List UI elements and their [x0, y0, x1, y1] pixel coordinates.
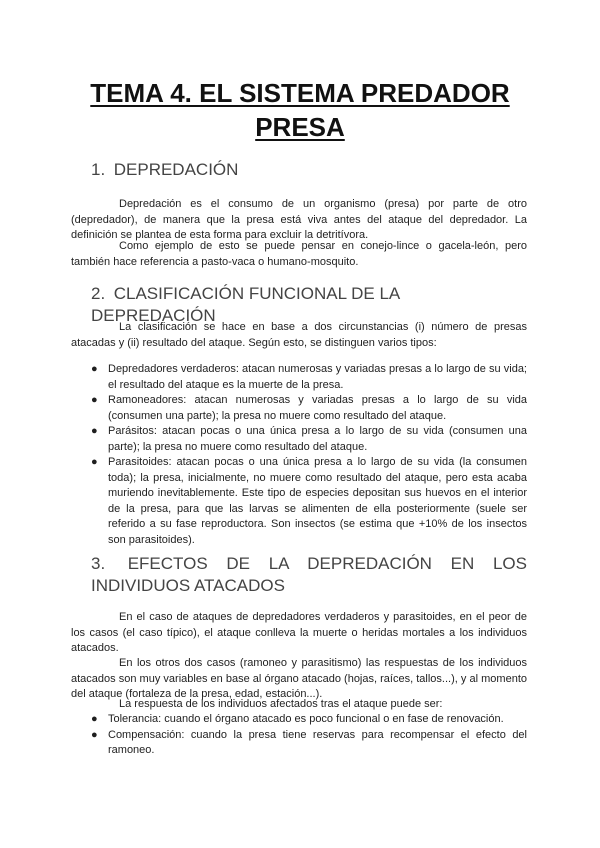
section-1-paragraph-2: Como ejemplo de esto se puede pensar en conejo-lince o gacela-león, pero también hace referencia a pasto-vaca o humano-mosquito. [71, 240, 527, 268]
list-item-text: Parásitos: atacan pocas o una única presa a lo largo de su vida (consumen una parte); la presa no muere como resultado del ataque. [108, 425, 527, 453]
list-item [91, 712, 527, 728]
list-item [91, 362, 527, 393]
section-1-paragraph-1: Depredación es el consumo de un organismo (presa) por parte de otro (depredador), de manera que la presa está viva antes del ataque del depredador. La definición se plantea de esta forma para excluir la detritívora. [71, 198, 527, 241]
section-3-paragraph-2: En los otros dos casos (ramoneo y parasitismo) las respuestas de los individuos atacados son muy variables en base al órgano atacado (hojas, raíces, tallos...), y al momento del ataque (fortaleza de la presa, edad, estación...). [71, 657, 527, 700]
section-3-number: 3. [91, 554, 106, 573]
section-3-paragraph-1: En el caso de ataques de depredadores verdaderos y parasitoides, en el peor de los casos (el caso típico), el ataque conlleva la muerte o heridas mortales a los individuos atacados. [71, 611, 527, 654]
list-item-text: Ramoneadores: atacan numerosas y variadas presas a lo largo de su vida (consumen una parte); la presa no muere como resultado del ataque. [108, 394, 527, 422]
list-item-text: Compensación: cuando la presa tiene reservas para recompensar el efecto del ramoneo. [108, 728, 527, 756]
bullet-icon: ● [91, 363, 98, 375]
list-item [91, 393, 527, 424]
bullet-icon: ● [91, 728, 98, 741]
section-2-title: CLASIFICACIÓN FUNCIONAL DE LA DEPREDACIÓN [91, 284, 400, 325]
list-item-text: Parasitoides: atacan pocas o una única presa a lo largo de su vida (la consumen toda); la presa, inicialmente, no muere como resultado del ataque, pero esta acaba muriendo inevitablemente. Este tipo de especies depositan sus huevos en el interior de la presa, para que las larvas se alimenten de ella posteriormente (suele ser referido a su fase reproductora. Son insectos (se estima que +10% de los insectos son parasitoides). [108, 456, 527, 546]
page-title [60, 76, 540, 144]
list-item-text: Depredadores verdaderos: atacan numerosas y variadas presas a lo largo de su vida; el resultado del ataque es la muerte de la presa. [108, 363, 527, 391]
section-1-title: DEPREDACIÓN [113, 160, 239, 179]
title-line-2: PRESA [255, 112, 345, 142]
list-item [91, 728, 527, 759]
section-3-paragraph-3: La respuesta de los individuos afectados tras el ataque puede ser: [119, 698, 443, 710]
section-2-paragraph-1: La clasificación se hace en base a dos circunstancias (i) número de presas atacadas y (ii) resultado del ataque. Según esto, se distinguen varios tipos: [71, 321, 527, 349]
section-1-heading [91, 159, 527, 181]
section-2-number: 2. [91, 284, 106, 303]
bullet-icon: ● [91, 394, 98, 406]
title-line-1: TEMA 4. EL SISTEMA PREDADOR [90, 78, 510, 108]
list-item [91, 424, 527, 455]
list-item-text: Tolerancia: cuando el órgano atacado es poco funcional o en fase de renovación. [108, 713, 504, 725]
bullet-icon: ● [91, 713, 98, 725]
section-1-number: 1. [91, 160, 106, 179]
classification-list [91, 362, 527, 548]
bullet-icon: ● [91, 425, 98, 437]
section-3-heading [91, 553, 527, 597]
section-3-title: EFECTOS DE LA DEPREDACIÓN EN LOS INDIVIDUOS ATACADOS [91, 554, 527, 595]
response-list [91, 712, 527, 759]
list-item [91, 455, 527, 548]
bullet-icon: ● [91, 456, 98, 468]
